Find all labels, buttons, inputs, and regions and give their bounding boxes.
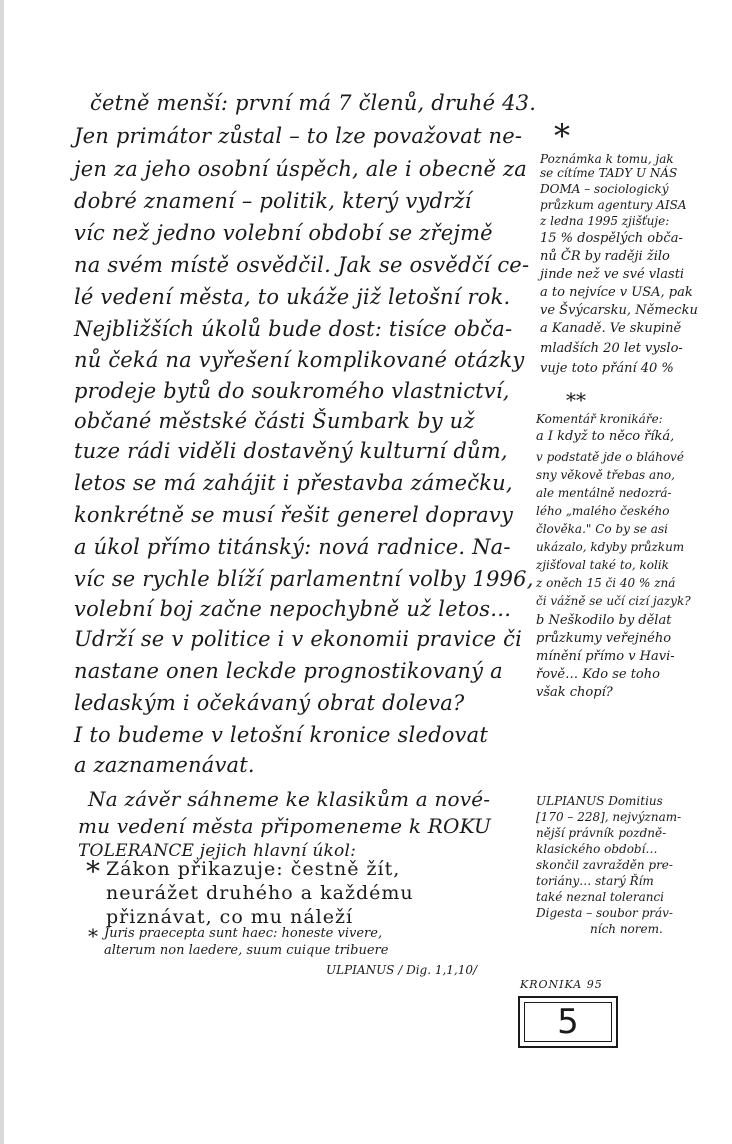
main-line: lé vedení města, to ukáže již letošní rok. [74,285,511,309]
note-line: mínění přímo v Havi- [536,649,675,664]
quote-line: neurážet druhého a každému [106,882,414,904]
note-line: [170 – 228], nejvýznam- [536,810,682,824]
main-line: ledaským i očekávaný obrat doleva? [74,691,465,715]
note-line: z oněch 15 či 40 % zná [536,576,676,590]
latin-line: Juris praecepta sunt haec: honeste vivere, [104,926,383,941]
note-line: nů ČR by raději žilo [540,249,670,264]
note-line: Poznámka k tomu, jak [540,152,674,166]
quote-line: Zákon přikazuje: čestně žít, [106,858,401,880]
note-line: z ledna 1995 zjišťuje: [540,214,670,228]
main-line: jen za jeho osobní úspěch, ale i obecně za [74,157,528,181]
closing-line: Na závěr sáhneme ke klasikům a nové- [88,787,491,811]
note-line: mladších 20 let vyslo- [540,341,683,356]
note-line: ních norem. [590,922,663,936]
note-line: či vážně se učí cizí jazyk? [536,594,691,608]
page-number-box [518,996,618,1048]
note-line: ve Švýcarsku, Německu [540,303,698,318]
note-line: DOMA – sociologický [540,182,669,196]
main-line: nů čeká na vyřešení komplikované otázky [74,348,525,372]
note-line: průzkumy veřejného [536,631,672,646]
note-line: a to nejvíce v USA, pak [540,285,693,300]
main-line: letos se má zahájit i přestavba zámečku, [74,471,513,495]
note-line: člověka." Co by se asi [536,522,668,536]
note-line: ukázalo, kdyby průzkum [536,540,685,554]
main-line: Nejbližších úkolů bude dost: tisíce obča- [74,317,513,341]
main-line: prodeje bytů do soukromého vlastnictví, [74,379,510,403]
note-line: lého „malého českého [536,504,670,518]
note-line: jinde než ve své vlasti [540,267,685,282]
note-line: sny věkově třebas ano, [536,468,675,482]
note-line: zjišťoval také to, kolik [536,558,669,572]
note-line: řově… Kdo se toho [536,667,660,682]
asterisk-icon: * [554,117,570,155]
note-line: a Kanadě. Ve skupině [540,321,682,336]
note-line: Digesta – soubor práv- [536,906,673,920]
note-line: nější právník pozdně- [536,826,667,840]
closing-line: mu vedení města připomeneme k ROKU [78,814,492,838]
latin-citation: ULPIANUS / Dig. 1,1,10/ [326,963,478,977]
note-line: skončil zavražděn pre- [536,858,673,872]
note-line: Komentář kronikáře: [536,412,663,426]
note-line: průzkum agentury AISA [540,198,687,212]
main-line: na svém místě osvědčil. Jak se osvědčí ce- [74,253,530,277]
asterisk-icon: ** [566,388,586,412]
note-line: také neznal toleranci [536,890,665,904]
main-line: I to budeme v letošní kronice sledovat [74,723,488,747]
page-number: 5 [557,1002,579,1042]
note-line: 15 % dospělých obča- [540,231,683,246]
asterisk-icon: * [86,855,100,888]
note-line: v podstatě jde o bláhové [536,450,684,464]
main-line: Jen primátor zůstal – to lze považovat ne- [74,124,523,148]
main-line: víc než jedno volební období se zřejmě [74,221,493,245]
main-line: četně menší: první má 7 členů, druhé 43. [90,91,537,115]
main-line: dobré znamení – politik, který vydrží [74,189,472,213]
note-line: ULPIANUS Domitius [536,794,663,808]
quote-line: přiznávat, co mu náleží [106,906,354,928]
note-line: toriány… starý Řím [536,874,654,888]
main-line: a úkol přímo titánský: nová radnice. Na- [74,535,511,559]
note-line: b Neškodilo by dělat [536,613,672,628]
main-line: a zaznamenávat. [74,753,255,777]
latin-line: alterum non laedere, suum cuique tribuere [104,943,389,958]
asterisk-icon: * [88,924,98,948]
page-edge [0,0,4,1144]
main-line: víc se rychle blíží parlamentní volby 1996, [74,567,534,591]
main-line: nastane onen leckde prognostikovaný a [74,659,503,683]
note-line: vuje toto přání 40 % [540,361,674,376]
footer-label: KRONIKA 95 [520,978,603,991]
note-line: se cítíme TADY U NÁS [540,166,678,180]
page-number-inner [524,1002,612,1042]
note-line: ale mentálně nedozrá- [536,486,672,500]
main-line: občané městské části Šumbark by už [74,409,475,433]
note-line: a I když to něco říká, [536,429,675,444]
closing-line: TOLERANCE jejich hlavní úkol: [78,841,357,861]
note-line: však chopí? [536,685,613,700]
note-line: klasického období… [536,842,658,856]
main-line: Udrží se v politice i v ekonomii pravice či [74,627,523,651]
main-line: volební boj začne nepochybně už letos… [74,597,512,621]
main-line: konkrétně se musí řešit generel dopravy [74,503,514,527]
main-line: tuze rádi viděli dostavěný kulturní dům, [74,439,508,463]
